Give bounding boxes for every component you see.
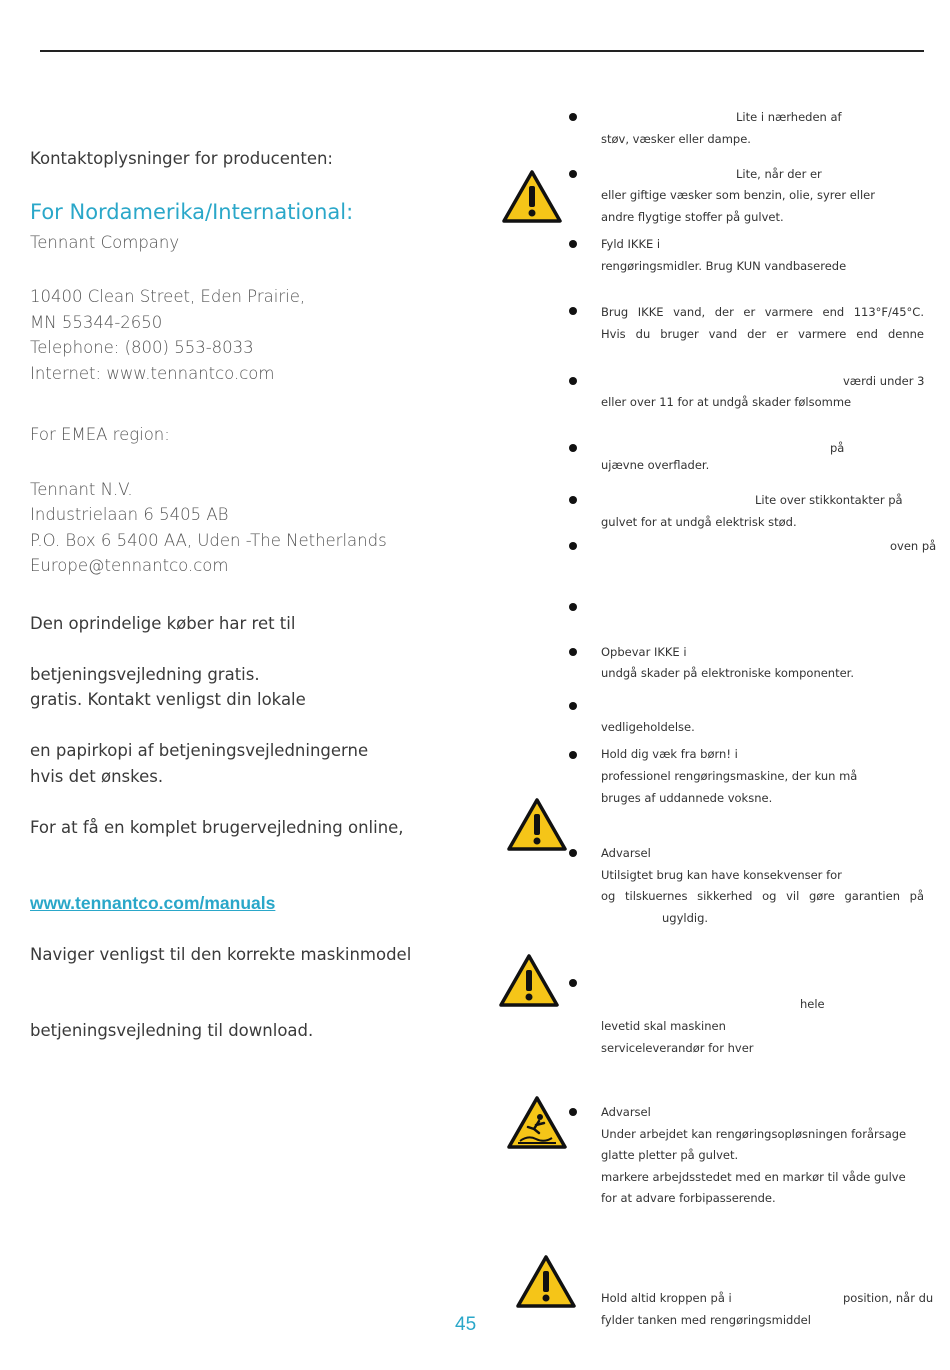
nv-name: Tennant N.V. [30,480,133,499]
address-line-2: MN 55344-2650 [30,313,163,332]
buyer-line-1: Den oprindelige køber har ret til [30,614,296,633]
safety-text: eller over 11 for at undgå skader følsomme [601,395,852,409]
header-rule [40,50,924,52]
warning-icon [498,953,560,1008]
bullet [569,849,577,857]
bullet [569,170,577,178]
buyer-line-5: hvis det ønskes. [30,767,164,786]
buyer-line-4: en papirkopi af betjeningsvejledningerne [30,741,369,760]
bullet [569,307,577,315]
safety-text: oven på [890,539,937,553]
download-line: betjeningsvejledning til download. [30,1021,314,1040]
bullet [569,444,577,452]
safety-text: Under arbejdet kan rengøringsopløsningen forårsage [601,1127,907,1141]
warning-icon [501,169,563,224]
warning-label: Advarsel [601,846,651,860]
bullet [569,751,577,759]
na-heading: For Nordamerika/International: [30,200,354,224]
safety-text: Hold altid kroppen på i [601,1291,732,1305]
safety-text: markere arbejdsstedet med en markør til våde gulve [601,1170,906,1184]
nv-address: Industrielaan 6 5405 AB [30,505,229,524]
safety-text: Brug IKKE vand, der er varmere end 113°F/45°C. [601,305,924,319]
safety-text: bruges af uddannede voksne. [601,791,773,805]
safety-text: hele [800,997,825,1011]
safety-text: rengøringsmidler. Brug KUN vandbaserede [601,259,847,273]
safety-text: Lite over stikkontakter på [755,493,903,507]
bullet [569,648,577,656]
internet: Internet: www.tennantco.com [30,364,275,383]
safety-text: eller giftige væsker som benzin, olie, syrer eller [601,188,875,202]
warning-icon [515,1254,577,1309]
bullet [569,979,577,987]
safety-text: gulvet for at undgå elektrisk stød. [601,515,797,529]
safety-text: Opbevar IKKE i [601,645,687,659]
safety-text: position, når du [843,1291,934,1305]
bullet [569,603,577,611]
buyer-line-3: gratis. Kontakt venligst din lokale [30,690,306,709]
bullet [569,1108,577,1116]
safety-text: fylder tanken med rengøringsmiddel [601,1313,811,1327]
address-line-1: 10400 Clean Street, Eden Prairie, [30,287,306,306]
safety-text: for at advare forbipasserende. [601,1191,776,1205]
safety-text: værdi under 3 [843,374,925,388]
safety-text: undgå skader på elektroniske komponenter. [601,666,855,680]
bullet [569,496,577,504]
safety-text: professionel rengøringsmaskine, der kun må [601,769,858,783]
page-number: 45 [455,1314,477,1335]
safety-text: ujævne overflader. [601,458,710,472]
safety-text: Hold dig væk fra børn! i [601,747,738,761]
bullet [569,377,577,385]
warning-label: Advarsel [601,1105,651,1119]
nv-email: Europe@tennantco.com [30,556,229,575]
safety-text: støv, væsker eller dampe. [601,132,751,146]
safety-text: Utilsigtet brug kan have konsekvenser for [601,868,842,882]
warning-icon [506,797,568,852]
safety-text: Lite i nærheden af [736,110,842,124]
contact-title: Kontaktoplysninger for producenten: [30,149,333,168]
buyer-line-2: betjeningsvejledning gratis. [30,665,260,684]
safety-text: Fyld IKKE i [601,237,661,251]
safety-text: vedligeholdelse. [601,720,695,734]
safety-text: ugyldig. [662,911,709,925]
manuals-link[interactable]: www.tennantco.com/manuals [30,893,276,913]
safety-text: serviceleverandør for hver [601,1041,754,1055]
wet-floor-warning-icon [506,1095,568,1150]
safety-text: og tilskuernes sikkerhed og vil gøre garantien på [601,889,924,903]
telephone: Telephone: (800) 553-8033 [30,338,254,357]
bullet [569,702,577,710]
safety-text: Lite, når der er [736,167,822,181]
safety-text: på [830,441,845,455]
safety-text: levetid skal maskinen [601,1019,726,1033]
navigate-line: Naviger venligst til den korrekte maskinmodel [30,945,412,964]
bullet [569,542,577,550]
safety-text: andre flygtige stoffer på gulvet. [601,210,784,224]
safety-text: glatte pletter på gulvet. [601,1148,739,1162]
bullet [569,240,577,248]
emea-label: For EMEA region: [30,425,170,444]
company-name: Tennant Company [30,233,180,252]
nv-pobox: P.O. Box 6 5400 AA, Uden -The Netherlands [30,531,387,550]
online-line: For at få en komplet brugervejledning online, [30,818,404,837]
safety-text: Hvis du bruger vand der er varmere end denne [601,327,924,341]
bullet [569,113,577,121]
